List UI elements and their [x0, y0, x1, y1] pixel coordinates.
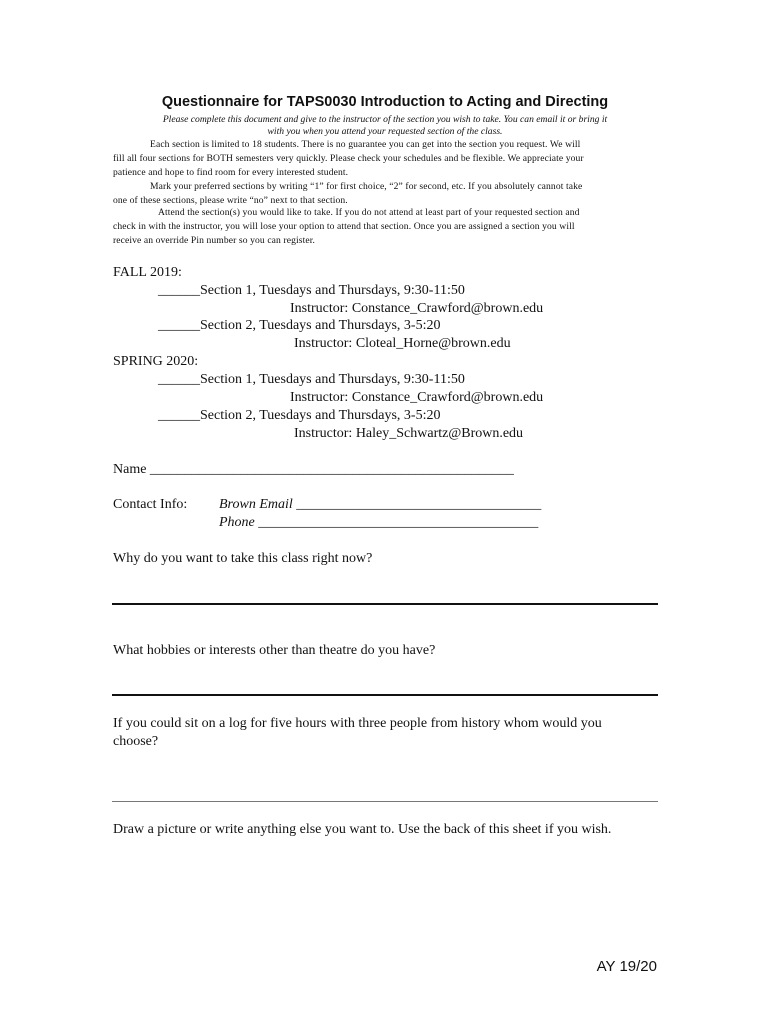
paragraph-line: Each section is limited to 18 students. There is no guarantee you can get into the section you request. We will — [150, 139, 581, 150]
question-3-line-2: choose? — [113, 734, 159, 749]
question-3-line-1: If you could sit on a log for five hours with three people from history whom would you — [113, 716, 602, 731]
spring-instructor-1: Instructor: Constance_Crawford@brown.edu — [290, 390, 544, 405]
question-4: Draw a picture or write anything else you want to. Use the back of this sheet if you wish. — [113, 822, 612, 837]
spring-instructor-2: Instructor: Haley_Schwartz@Brown.edu — [294, 426, 524, 441]
paragraph-line: one of these sections, please write “no” next to that section. — [113, 195, 348, 206]
paragraph-line: Mark your preferred sections by writing “1” for first choice, “2” for second, etc. If you absolutely cannot take — [150, 181, 583, 192]
fall-instructor-1: Instructor: Constance_Crawford@brown.edu — [290, 301, 544, 316]
fall-section-1[interactable]: ______Section 1, Tuesdays and Thursdays, 9:30-11:50 — [158, 283, 465, 298]
paragraph-line: fill all four sections for BOTH semesters very quickly. Please check your schedules and be flexible. We appreciate your — [113, 153, 584, 164]
fall-instructor-2: Instructor: Cloteal_Horne@brown.edu — [294, 336, 511, 351]
page-title: Questionnaire for TAPS0030 Introduction to Acting and Directing — [161, 94, 609, 110]
question-2: What hobbies or interests other than theatre do you have? — [113, 643, 436, 658]
academic-year-footer: AY 19/20 — [596, 958, 657, 975]
spring-label: SPRING 2020: — [113, 354, 199, 369]
spring-section-1[interactable]: ______Section 1, Tuesdays and Thursdays, 9:30-11:50 — [158, 372, 465, 387]
email-field[interactable]: Brown Email ___________________________________ — [219, 497, 542, 512]
instructions-line-1: Please complete this document and give to the instructor of the section you wish to take. You can email it or bring it — [162, 114, 608, 125]
name-field[interactable]: Name ____________________________________________________ — [113, 462, 514, 477]
question-1: Why do you want to take this class right now? — [113, 551, 373, 566]
paragraph-line: receive an override Pin number so you can register. — [113, 235, 315, 246]
fall-section-2[interactable]: ______Section 2, Tuesdays and Thursdays, 3-5:20 — [158, 318, 441, 333]
answer-line-2[interactable] — [112, 694, 658, 696]
fall-label: FALL 2019: — [113, 265, 182, 280]
paragraph-line: check in with the instructor, you will lose your option to attend that section. Once you are assigned a section you will — [113, 221, 575, 232]
paragraph-line: patience and hope to find room for every interested student. — [113, 167, 349, 178]
answer-line-1[interactable] — [112, 603, 658, 605]
phone-field[interactable]: Phone ________________________________________ — [219, 515, 539, 530]
answer-line-3[interactable] — [112, 801, 658, 802]
contact-label: Contact Info: — [113, 497, 188, 512]
instructions-line-2: with you when you attend your requested section of the class. — [267, 126, 503, 137]
spring-section-2[interactable]: ______Section 2, Tuesdays and Thursdays, 3-5:20 — [158, 408, 441, 423]
paragraph-line: Attend the section(s) you would like to take. If you do not attend at least part of your requested section and — [158, 207, 580, 218]
